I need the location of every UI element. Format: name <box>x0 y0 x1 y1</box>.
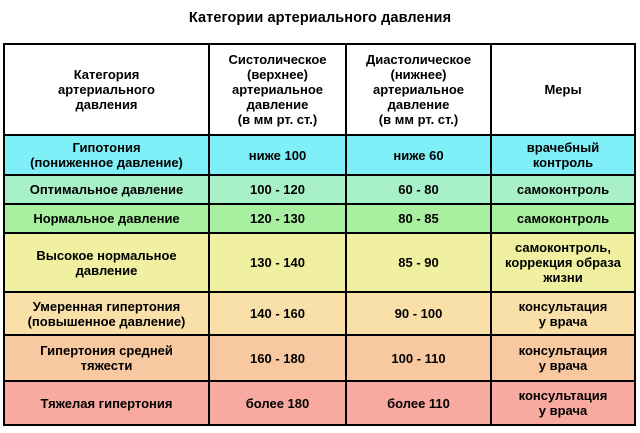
systolic-cell: более 180 <box>209 381 346 425</box>
diastolic-cell: 100 - 110 <box>346 335 491 381</box>
measures-cell: самоконтроль, коррекция образа жизни <box>491 233 635 292</box>
table-row <box>4 335 635 381</box>
table-row <box>4 204 635 233</box>
header-measures: Меры <box>491 44 635 135</box>
table-row <box>4 233 635 292</box>
diastolic-cell: 80 - 85 <box>346 204 491 233</box>
category-cell: Умеренная гипертония (повышенное давление) <box>4 292 209 335</box>
category-cell: Оптимальное давление <box>4 175 209 204</box>
measures-cell: самоконтроль <box>491 175 635 204</box>
systolic-cell: 120 - 130 <box>209 204 346 233</box>
measures-cell: самоконтроль <box>491 204 635 233</box>
category-cell: Тяжелая гипертония <box>4 381 209 425</box>
table-row <box>4 381 635 425</box>
systolic-cell: ниже 100 <box>209 135 346 175</box>
measures-cell: консультация у врача <box>491 335 635 381</box>
header-diastolic: Диастолическое (нижнее) артериальное давление (в мм рт. ст.) <box>346 44 491 135</box>
category-cell: Высокое нормальное давление <box>4 233 209 292</box>
systolic-cell: 130 - 140 <box>209 233 346 292</box>
header-category: Категория артериального давления <box>4 44 209 135</box>
page-title: Категории артериального давления <box>188 10 452 26</box>
category-cell: Гипотония (пониженное давление) <box>4 135 209 175</box>
category-cell: Нормальное давление <box>4 204 209 233</box>
table-row <box>4 135 635 175</box>
blood-pressure-table <box>3 43 636 426</box>
diastolic-cell: ниже 60 <box>346 135 491 175</box>
table-row <box>4 175 635 204</box>
measures-cell: консультация у врача <box>491 292 635 335</box>
header-systolic: Систолическое (верхнее) артериальное давление (в мм рт. ст.) <box>209 44 346 135</box>
measures-cell: консультация у врача <box>491 381 635 425</box>
measures-cell: врачебный контроль <box>491 135 635 175</box>
diastolic-cell: более 110 <box>346 381 491 425</box>
diastolic-cell: 90 - 100 <box>346 292 491 335</box>
systolic-cell: 100 - 120 <box>209 175 346 204</box>
table-row <box>4 292 635 335</box>
systolic-cell: 160 - 180 <box>209 335 346 381</box>
systolic-cell: 140 - 160 <box>209 292 346 335</box>
header-row <box>4 44 635 135</box>
diastolic-cell: 60 - 80 <box>346 175 491 204</box>
category-cell: Гипертония средней тяжести <box>4 335 209 381</box>
diastolic-cell: 85 - 90 <box>346 233 491 292</box>
